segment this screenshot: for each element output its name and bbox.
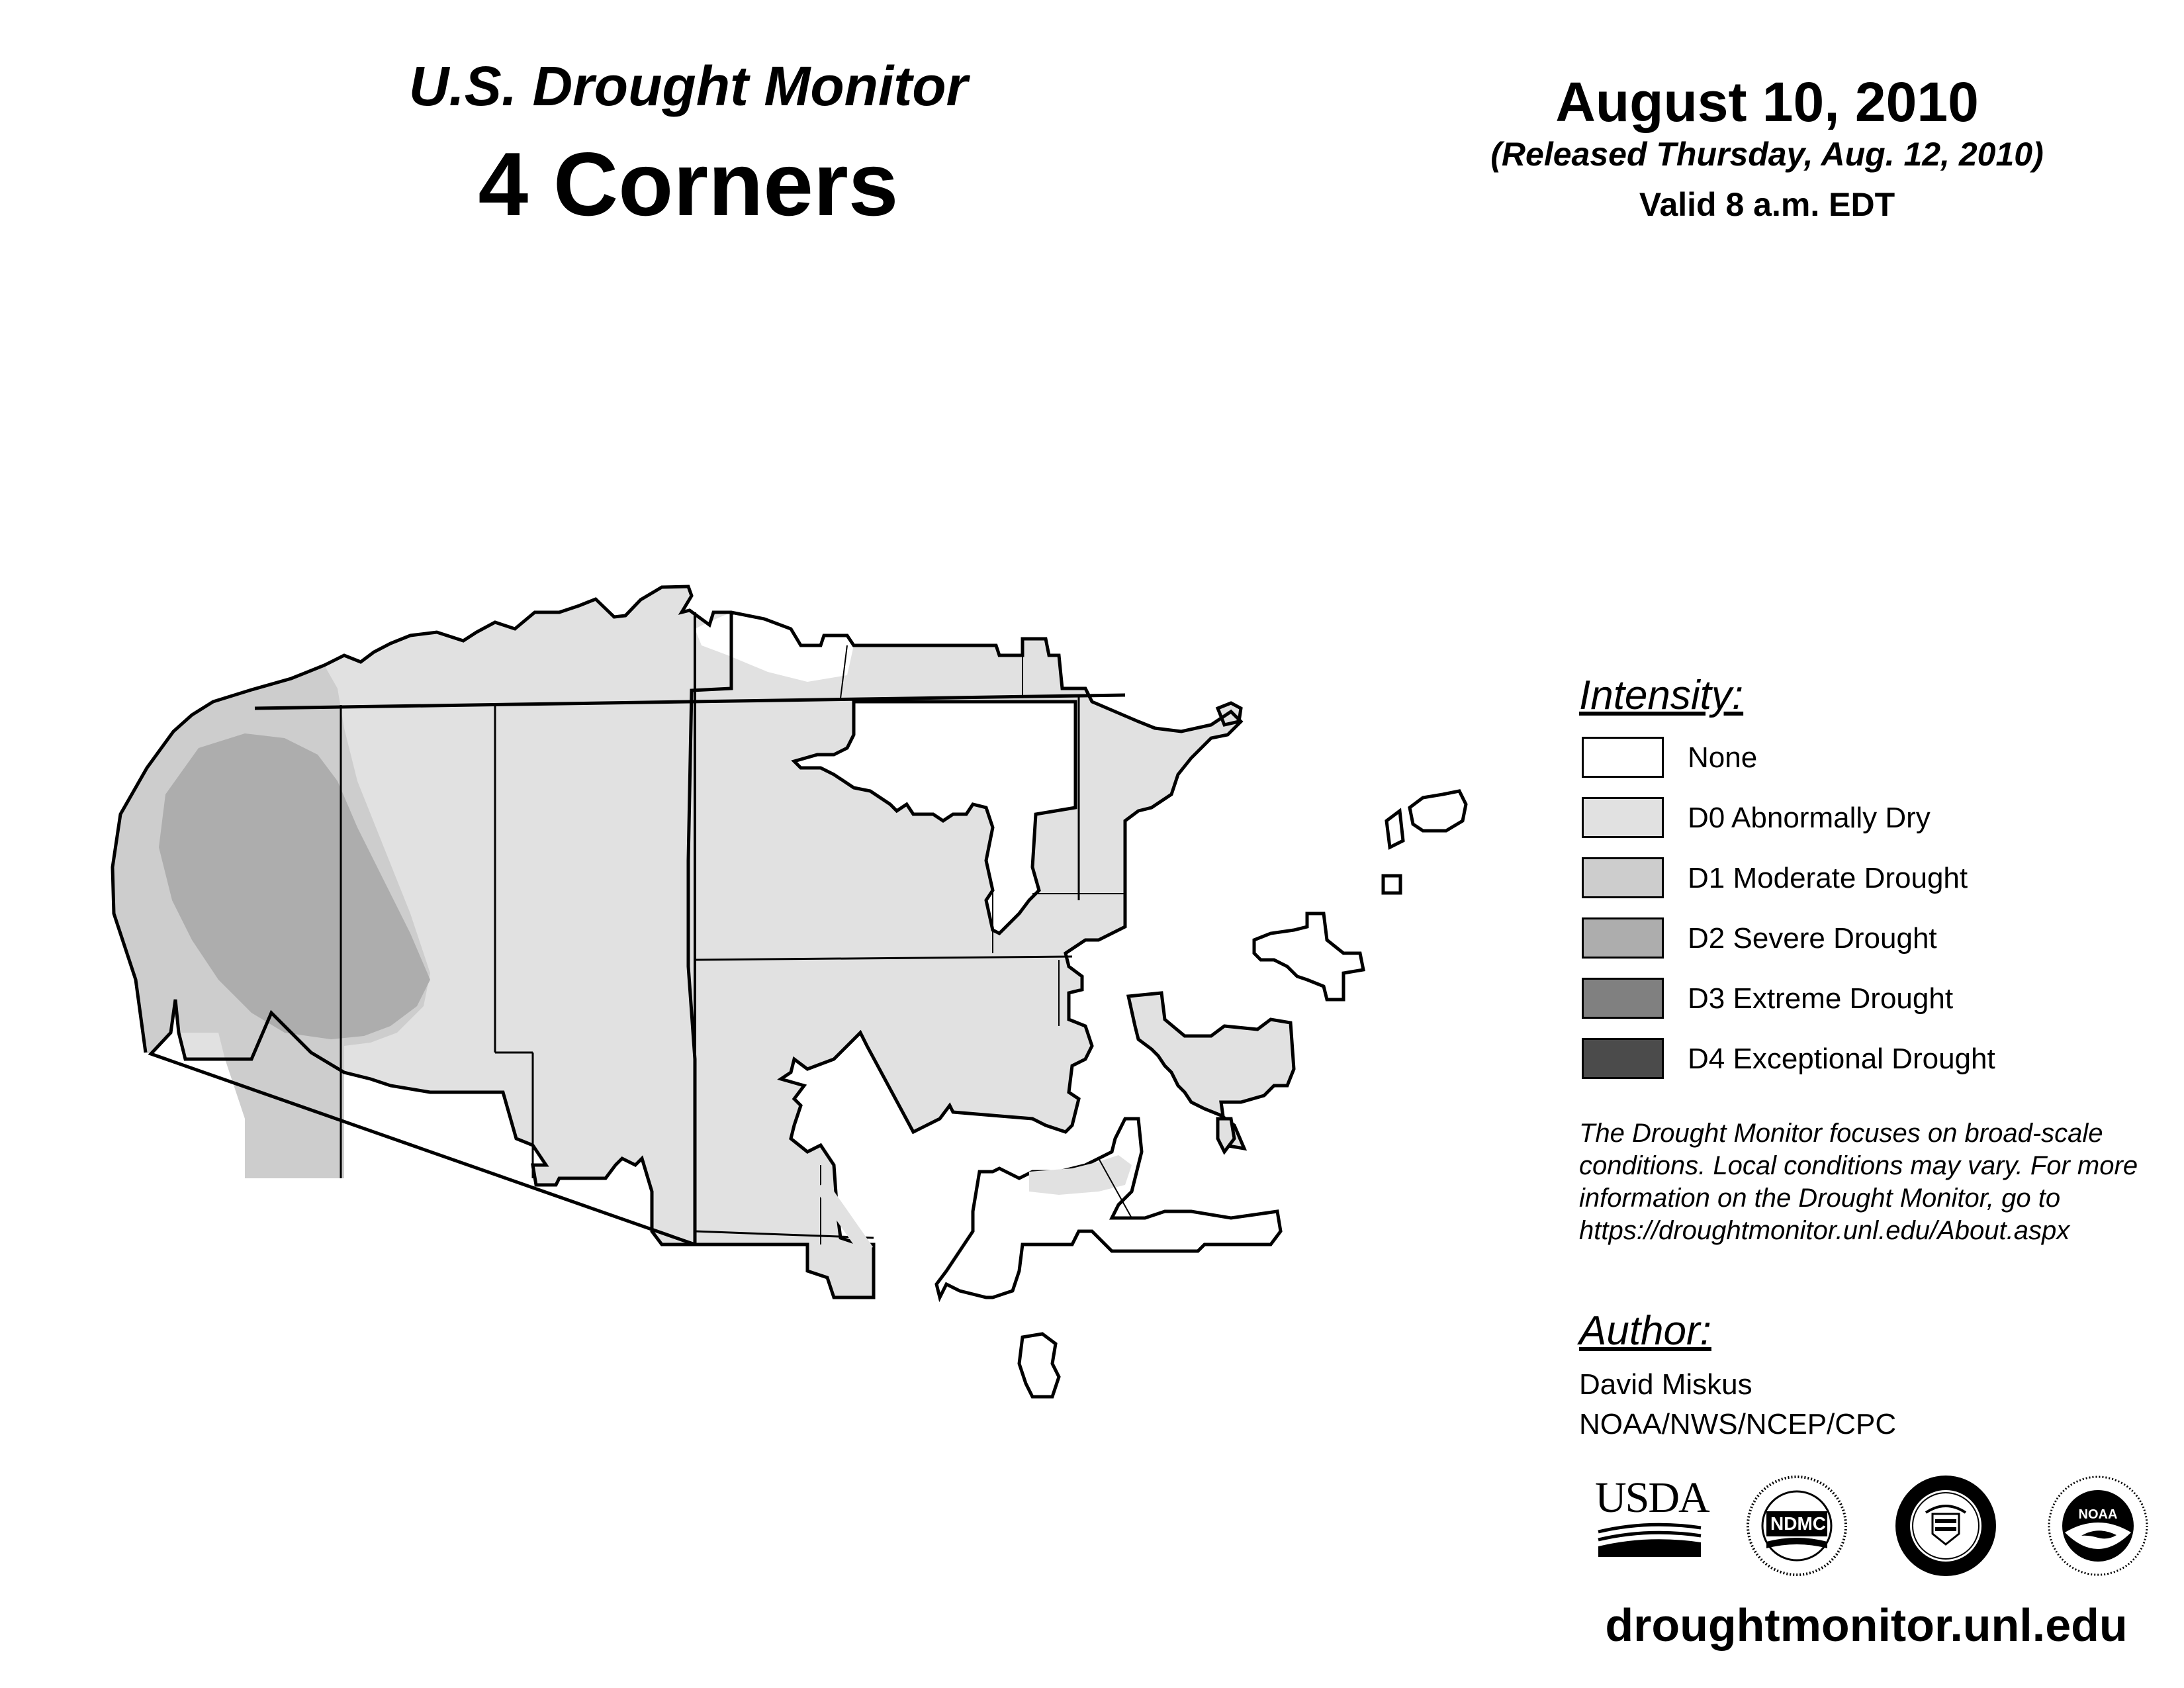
legend-item-d3: [1582, 978, 2111, 1024]
note-line: information on the Drought Monitor, go to: [1579, 1184, 2061, 1213]
legend-item-d0: [1582, 797, 2111, 843]
note-line: conditions. Local conditions may vary. For more: [1579, 1151, 2138, 1180]
usda-wave-icon: [1595, 1520, 1707, 1560]
legend-item-d1: [1582, 857, 2111, 904]
legend-heading: Intensity:: [1579, 673, 1744, 718]
legend-item-d4: [1582, 1038, 2111, 1084]
usda-logo-text: USDA: [1595, 1474, 1709, 1522]
legend-swatch: [1582, 797, 1664, 838]
valid-time: Valid 8 a.m. EDT: [1639, 186, 1895, 223]
legend-swatch: [1582, 857, 1664, 898]
island-b: [1410, 791, 1466, 831]
legend-swatch: [1582, 1038, 1664, 1079]
island-e: [1019, 1334, 1059, 1397]
island-a: [1254, 914, 1363, 1000]
legend-label: D0 Abnormally Dry: [1688, 802, 1931, 834]
legend-item-none: [1582, 737, 2111, 783]
ndmc-logo: [1744, 1473, 1850, 1579]
ndmc-logo-text: NDMC: [1770, 1513, 1826, 1534]
legend-label: D4 Exceptional Drought: [1688, 1043, 1995, 1075]
author-org: NOAA/NWS/NCEP/CPC: [1579, 1408, 1897, 1440]
legend-label: None: [1688, 741, 1758, 774]
author-name: David Miskus: [1579, 1368, 1752, 1401]
legend-label: D3 Extreme Drought: [1688, 982, 1954, 1015]
legend-item-d2: [1582, 917, 2111, 964]
disclaimer-note: [1579, 1117, 2175, 1247]
island-c: [1387, 811, 1403, 847]
map-date: August 10, 2010: [1555, 71, 1979, 133]
legend-swatch: [1582, 917, 1664, 959]
note-line: https://droughtmonitor.unl.edu/About.aspx: [1579, 1216, 2070, 1245]
noaa-logo-text: NOAA: [2078, 1507, 2118, 1522]
legend-label: D2 Severe Drought: [1688, 922, 1937, 955]
map-title: U.S. Drought Monitor: [408, 55, 968, 117]
east-region-a: [1128, 993, 1294, 1149]
release-date: (Released Thursday, Aug. 12, 2010): [1490, 136, 2044, 173]
footer-url[interactable]: droughtmonitor.unl.edu: [1605, 1599, 2128, 1651]
doc-logo: [1893, 1473, 1999, 1579]
legend-swatch: [1582, 737, 1664, 778]
island-d: [1383, 876, 1400, 893]
legend-swatch: [1582, 978, 1664, 1019]
author-heading: Author:: [1579, 1308, 1711, 1354]
noaa-logo: [2045, 1473, 2151, 1579]
region-title: 4 Corners: [478, 134, 899, 234]
commerce-seal-icon: [1893, 1473, 1999, 1579]
legend-label: D1 Moderate Drought: [1688, 862, 1968, 894]
note-line: The Drought Monitor focuses on broad-scale: [1579, 1119, 2103, 1148]
usda-logo: [1595, 1476, 1707, 1556]
noaa-seal-icon: [2045, 1473, 2151, 1579]
